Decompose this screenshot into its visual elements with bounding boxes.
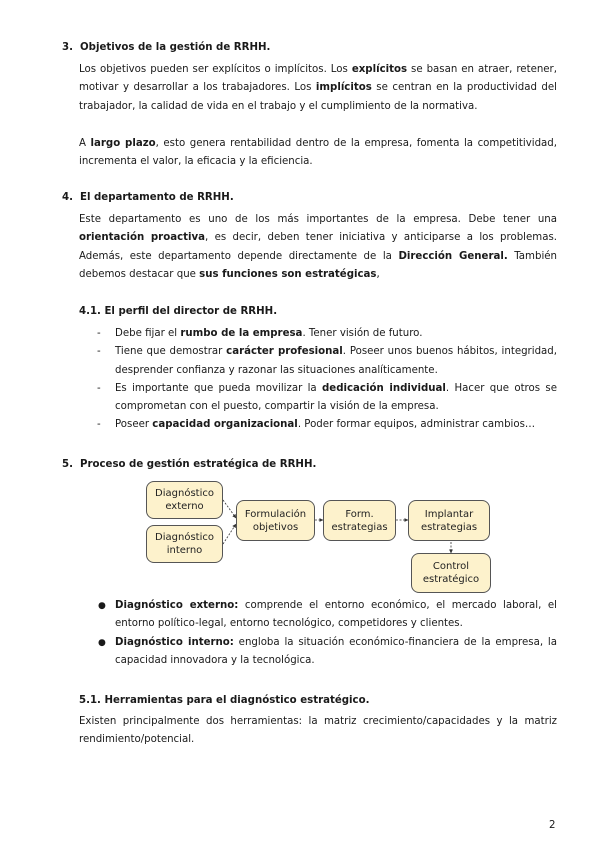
bold-term: rumbo de la empresa (180, 328, 303, 339)
bold-term-direccion-general: Dirección General. (398, 250, 508, 262)
text-run: A (79, 138, 91, 149)
section-4-number: 4. (62, 192, 73, 203)
box-label: Form. estrategias (331, 508, 388, 533)
text-run: Este departamento es uno de los más importantes de la empresa. Debe tener una (79, 214, 557, 225)
text-run: se basan en atraer, retener, motivar y desarrollar a los trabajadores. Los (79, 64, 557, 94)
page-number: 2 (549, 820, 556, 831)
text-run: , es decir, deben tener iniciativa y anticiparse a los problemas. Además, este departamento depende directamente de la (79, 232, 557, 262)
section-3-title: Objetivos de la gestión de RRHH. (80, 42, 271, 53)
bold-term: capacidad organizacional (152, 419, 298, 431)
bold-term: dedicación individual (322, 382, 446, 394)
dash-marker: - (97, 328, 101, 339)
bold-term-orientacion-proactiva: orientación proactiva (79, 232, 205, 244)
text-run: comprende el entorno económico, el mercado laboral, el entorno político-legal, entorno tecnológico, competidores y clientes. (115, 600, 557, 630)
box-form-estrategias (323, 500, 396, 541)
section-4-1-heading: 4.1. El perfil del director de RRHH. (79, 306, 278, 317)
text-run: Los objetivos pueden ser explícitos o implícitos. Los (79, 64, 352, 75)
bold-term-funciones-estrategicas: sus funciones son estratégicas (199, 268, 377, 280)
box-implantar-estrategias (408, 500, 490, 541)
section-3-number: 3. (62, 42, 73, 53)
box-diagnostico-externo (146, 481, 223, 519)
dash-marker: - (97, 419, 101, 431)
text-run: . Hacer que otros se comprometan con el puesto, compartir la visión de la empresa. (115, 382, 557, 413)
bold-term: carácter profesional (226, 346, 343, 358)
box-formulacion-objetivos (236, 500, 315, 541)
bold-term: Diagnóstico externo: (115, 600, 239, 611)
box-diagnostico-interno (146, 525, 223, 563)
text-run: . Poseer unos buenos hábitos, integridad, desprender confianza y razonar las situaciones analíticamente. (115, 346, 557, 376)
box-label: Implantar estrategias (420, 508, 478, 533)
bold-term-implicitos: implícitos (315, 82, 372, 94)
section-5-1-heading: 5.1. Herramientas para el diagnóstico estratégico. (79, 695, 370, 706)
dash-marker: - (97, 346, 101, 358)
bullet-marker: ● (98, 601, 106, 611)
section-4-title: El departamento de RRHH. (80, 192, 234, 203)
box-control-estrategico (411, 553, 491, 593)
bold-term-explicitos: explícitos (351, 64, 408, 75)
box-label: Control estratégico (422, 561, 480, 585)
box-label: Diagnóstico externo (155, 488, 214, 512)
list-item (79, 597, 557, 634)
text-run: . Poder formar equipos, administrar cambios… (297, 419, 536, 431)
text-run: Es importante que pueda movilizar la (115, 382, 323, 394)
text-run: engloba la situación económico-financiera de la empresa, la capacidad innovadora y la tecnológica. (115, 636, 557, 666)
section-5-number: 5. (62, 459, 73, 470)
diagnostico-bullet-list (79, 597, 557, 670)
bold-term: Diagnóstico interno: (115, 636, 234, 648)
bullet-marker: ● (98, 637, 106, 648)
box-label: Diagnóstico interno (155, 532, 214, 556)
list-item (79, 634, 557, 671)
text-run: Poseer (115, 419, 153, 431)
dash-marker: - (97, 382, 101, 394)
text-run: . Tener visión de futuro. (302, 328, 423, 339)
text-run: , (376, 268, 380, 280)
arrow-interno-to-formulacion (223, 524, 236, 544)
text-run: , esto genera rentabilidad dentro de la empresa, fomenta la competitividad, incrementa el valor, la eficacia y la eficiencia. (79, 138, 557, 168)
text-run: se centran en la productividad del trabajador, la calidad de vida en el trabajo y el cumplimiento de la normativa. (79, 82, 557, 112)
box-label: Formulación objetivos (244, 508, 307, 533)
text-run: Tiene que demostrar (115, 346, 227, 358)
section-5-1-paragraph: Existen principalmente dos herramientas: la matriz crecimiento/capacidades y la matriz rendimiento/potencial. (79, 716, 557, 746)
text-run: También debemos destacar que (79, 250, 557, 280)
section-5-title: Proceso de gestión estratégica de RRHH. (80, 459, 317, 470)
arrow-externo-to-formulacion (223, 500, 236, 518)
bold-term-largo-plazo: largo plazo (90, 138, 156, 149)
text-run: Debe fijar el (115, 328, 181, 339)
